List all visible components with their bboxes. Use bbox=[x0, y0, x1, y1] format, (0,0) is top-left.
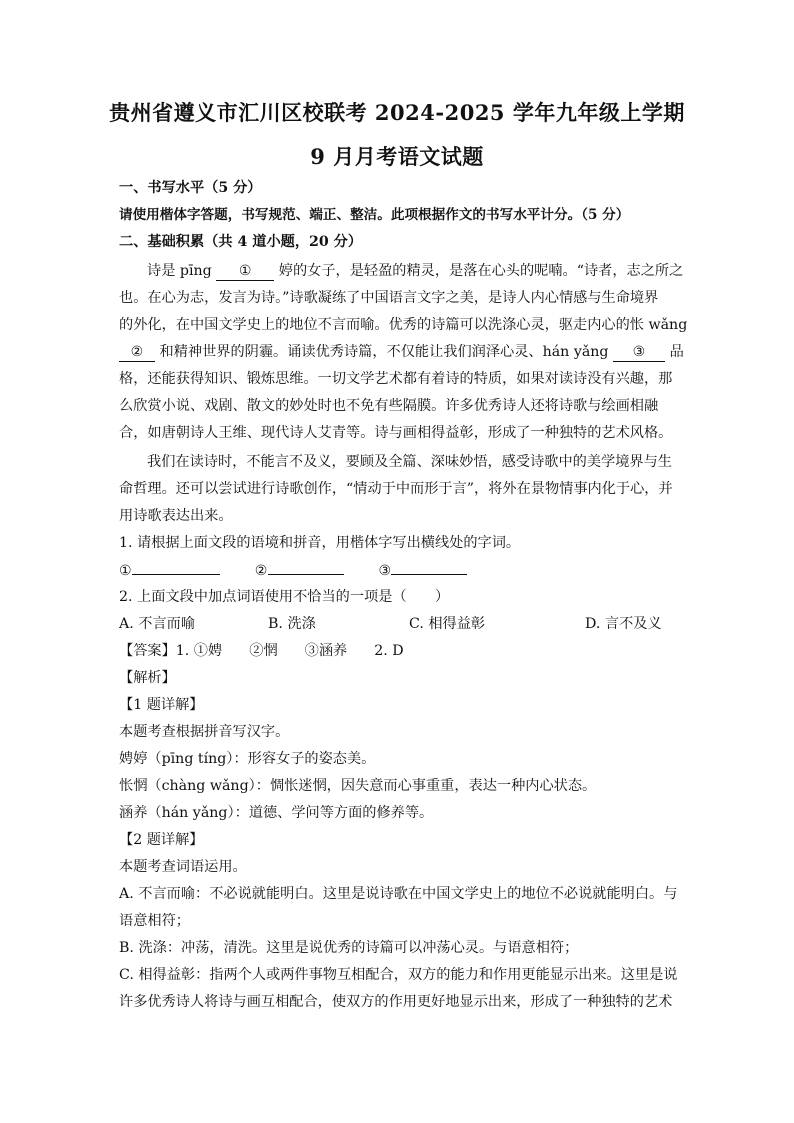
detail-2-option-a-cont: 语意相符； bbox=[119, 913, 190, 929]
detail-1-intro: 本题考查根据拼音写汉字。 bbox=[119, 724, 290, 740]
detail-1-item: 怅惘（chàng wǎng）：惆怅迷惘，因失意而心事重重，表达一种内心状态。 bbox=[119, 778, 597, 794]
blank-marker-1: ① bbox=[119, 563, 132, 579]
answer-1-2: ②惘 bbox=[249, 643, 278, 659]
document-subtitle: 9 月月考语文试题 bbox=[310, 144, 484, 169]
question-1: 1. 请根据上面文段的语境和拼音，用楷体字写出横线处的字词。 bbox=[119, 535, 521, 551]
option-a: A. 不言而喻 bbox=[119, 616, 196, 632]
option-b: B. 洗涤 bbox=[268, 616, 316, 632]
blank-marker-3: ③ bbox=[378, 563, 392, 579]
passage-text: 品 bbox=[669, 344, 684, 360]
question-2: 2. 上面文段中加点词语使用不恰当的一项是（ ） bbox=[119, 589, 450, 605]
detail-2-option-b: B. 洗涤：冲荡，清洗。这里是说优秀的诗篇可以冲荡心灵。与语意相符； bbox=[119, 940, 579, 956]
detail-2-option-c: C. 相得益彰：指两个人或两件事物互相配合，双方的能力和作用更能显示出来。这里是说 bbox=[119, 967, 678, 983]
passage-text: 诗是 pīng bbox=[147, 263, 212, 279]
detail-1-item: 娉婷（pīng tíng）：形容女子的姿态美。 bbox=[119, 751, 376, 767]
answer-label: 【答案】 bbox=[119, 643, 176, 659]
section1-instruction: 请使用楷体字答题，书写规范、端正、整洁。此项根据作文的书写水平计分。（5 分） bbox=[119, 207, 630, 223]
document-title: 贵州省遵义市汇川区校联考 2024-2025 学年九年级上学期 bbox=[109, 100, 685, 125]
detail-1-item: 涵养（hán yǎng）：道德、学问等方面的修养等。 bbox=[119, 805, 434, 821]
option-c: C. 相得益彰 bbox=[409, 616, 486, 632]
passage-line: 格，还能获得知识、锻炼思维。一切文学艺术都有着诗的特质，如果对读诗没有兴趣，那 bbox=[119, 371, 673, 387]
detail-2-option-a: A. 不言而喻：不必说就能明白。这里是说诗歌在中国文学史上的地位不必说就能明白。与 bbox=[119, 886, 678, 902]
answer-line-2 bbox=[268, 560, 344, 575]
answer-line-3 bbox=[391, 560, 467, 575]
passage-text: 婷的女子，是轻盈的精灵，是落在心头的呢喃。“诗者，志之所之 bbox=[278, 263, 684, 279]
passage-line: 命哲理。还可以尝试进行诗歌创作，“情动于中而形于言”，将外在景物情事内化于心，并 bbox=[119, 481, 673, 497]
section1-heading: 一、书写水平（5 分） bbox=[119, 180, 262, 196]
question-1-answer-blanks bbox=[119, 560, 679, 581]
answer-1-3: ③涵养 bbox=[304, 643, 348, 659]
detail-1-label: 【1 题详解】 bbox=[119, 697, 204, 713]
passage-line bbox=[147, 261, 707, 281]
blank-3: ③ bbox=[613, 343, 665, 362]
answer-line bbox=[119, 641, 679, 661]
answer-2: 2. D bbox=[374, 643, 404, 659]
detail-2-intro: 本题考查词语运用。 bbox=[119, 859, 247, 875]
blank-marker-2: ② bbox=[254, 563, 268, 579]
passage-line: 合，如唐朝诗人王维、现代诗人艾青等。诗与画相得益彰，形成了一种独特的艺术风格。 bbox=[119, 425, 673, 441]
blank-2: ② bbox=[119, 343, 155, 362]
passage-line: 用诗歌表达出来。 bbox=[119, 508, 233, 524]
passage-line: 也。在心为志，发言为诗。”诗歌凝练了中国语言文字之美，是诗人内心情感与生命境界 bbox=[119, 290, 659, 306]
detail-2-option-c-cont: 许多优秀诗人将诗与画互相配合，使双方的作用更好地显示出来，形成了一种独特的艺术 bbox=[119, 994, 673, 1010]
blank-1: ① bbox=[216, 262, 274, 281]
answer-1-1: 1. ①娉 bbox=[175, 643, 223, 659]
option-d: D. 言不及义 bbox=[585, 616, 662, 632]
passage-line bbox=[119, 342, 684, 362]
analysis-label: 【解析】 bbox=[119, 670, 176, 686]
answer-line-1 bbox=[132, 560, 220, 575]
detail-2-label: 【2 题详解】 bbox=[119, 832, 204, 848]
section2-heading: 二、基础积累（共 4 道小题，20 分） bbox=[119, 234, 363, 250]
passage-line: 的外化，在中国文学史上的地位不言而喻。优秀的诗篇可以洗涤心灵，驱走内心的怅 wǎng bbox=[119, 317, 688, 333]
passage-text: 和精神世界的阴霾。诵读优秀诗篇，不仅能让我们润泽心灵、hán yǎng bbox=[159, 344, 609, 360]
passage-line: 我们在读诗时，不能言不及义，要顾及全篇、深味妙悟，感受诗歌中的美学境界与生 bbox=[147, 454, 672, 470]
passage-line: 么欣赏小说、戏剧、散文的妙处时也不免有些隔膜。许多优秀诗人还将诗歌与绘画相融 bbox=[119, 398, 659, 414]
